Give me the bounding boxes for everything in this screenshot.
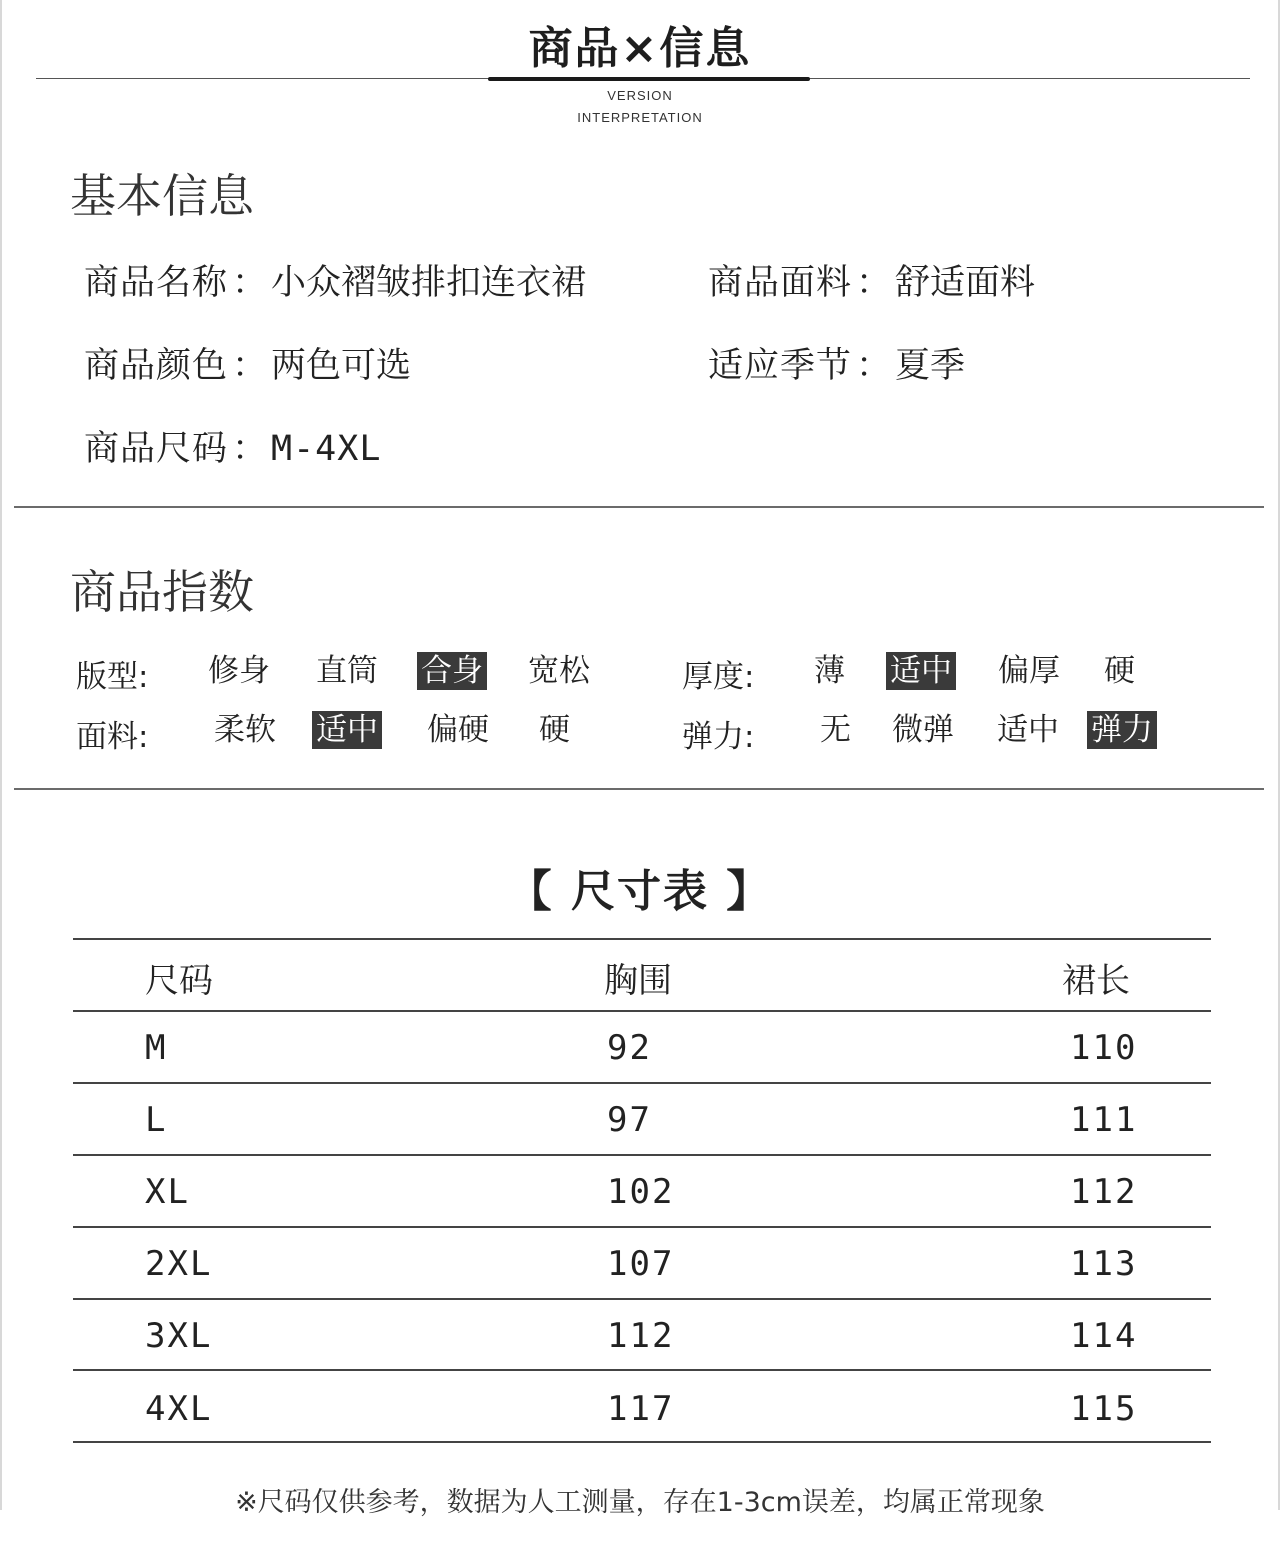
table-cell-bust: 112 [607,1316,675,1356]
table-header-length: 裙长 [1062,961,1130,1001]
index-option: 无 [820,712,851,748]
table-rule [73,1441,1211,1443]
table-rule [73,938,1211,940]
table-cell-length: 112 [1070,1172,1138,1212]
index-label-fit: 版型: [76,659,149,695]
page-title: 商品×信息 [528,23,752,74]
table-cell-length: 115 [1070,1389,1138,1429]
index-option: 偏厚 [998,653,1060,689]
table-rule [73,1298,1211,1300]
field-label: 商品尺码 [84,429,229,469]
field-value: 夏季 [895,346,966,386]
table-header-bust: 胸围 [604,961,672,1001]
table-cell-length: 110 [1070,1028,1138,1068]
field-label: 适应季节 [708,346,853,386]
index-label-fabric: 面料: [76,719,149,755]
table-cell-bust: 107 [607,1244,675,1284]
table-cell-size: 2XL [145,1244,213,1284]
field-season [708,338,965,388]
table-cell-size: 3XL [145,1316,213,1356]
field-label: 商品颜色 [84,346,229,386]
field-separator: ： [856,346,892,386]
field-label: 商品面料 [708,263,853,303]
table-cell-length: 111 [1070,1100,1138,1140]
index-option: 宽松 [528,653,590,689]
index-option: 硬 [1104,653,1135,689]
field-label: 商品名称 [84,263,229,303]
table-cell-bust: 117 [607,1389,675,1429]
index-label-elasticity: 弹力: [682,719,755,755]
field-color [84,338,411,388]
table-rule [73,1369,1211,1371]
section-divider [14,788,1264,790]
field-separator: ： [856,263,892,303]
field-value: 舒适面料 [895,263,1036,303]
field-value: 小众褶皱排扣连衣裙 [271,263,587,303]
index-option: 偏硬 [427,712,489,748]
field-value: M-4XL [271,429,382,469]
table-rule [73,1226,1211,1228]
header-subtitle-interpretation: INTERPRETATION [577,110,703,125]
index-option: 薄 [814,653,845,689]
product-index-title: 商品指数 [70,565,254,619]
header-rule-accent [488,77,810,81]
index-option: 适中 [997,712,1059,748]
index-option: 修身 [208,653,270,689]
index-option-selected: 适中 [312,711,382,749]
size-table-title: 【 尺寸表 】 [507,866,773,917]
table-cell-bust: 97 [607,1100,652,1140]
table-cell-size: XL [145,1172,190,1212]
table-cell-size: L [145,1100,168,1140]
field-size-range [84,421,381,471]
field-separator: ： [232,429,268,469]
index-option: 硬 [539,712,570,748]
index-option-selected: 弹力 [1087,711,1157,749]
measurement-footnote: ※尺码仅供参考，数据为人工测量，存在1-3cm误差，均属正常现象 [235,1487,1045,1518]
index-label-thickness: 厚度: [682,659,755,695]
field-product-name [84,255,586,305]
table-cell-length: 114 [1070,1316,1138,1356]
index-option-selected: 适中 [886,652,956,690]
index-option: 柔软 [214,712,276,748]
table-cell-bust: 102 [607,1172,675,1212]
field-value: 两色可选 [271,346,412,386]
table-cell-size: M [145,1028,168,1068]
left-border [0,0,2,1510]
index-option: 微弹 [892,712,954,748]
field-fabric [708,255,1035,305]
section-divider [14,506,1264,508]
index-option-selected: 合身 [417,652,487,690]
table-cell-bust: 92 [607,1028,652,1068]
table-header-size: 尺码 [145,961,213,1001]
table-rule [73,1010,1211,1012]
header-subtitle-version: VERSION [607,88,673,103]
table-rule [73,1154,1211,1156]
field-separator: ： [232,263,268,303]
table-rule [73,1082,1211,1084]
table-cell-length: 113 [1070,1244,1138,1284]
index-option: 直筒 [316,653,378,689]
table-cell-size: 4XL [145,1389,213,1429]
basic-info-title: 基本信息 [70,169,254,223]
field-separator: ： [232,346,268,386]
